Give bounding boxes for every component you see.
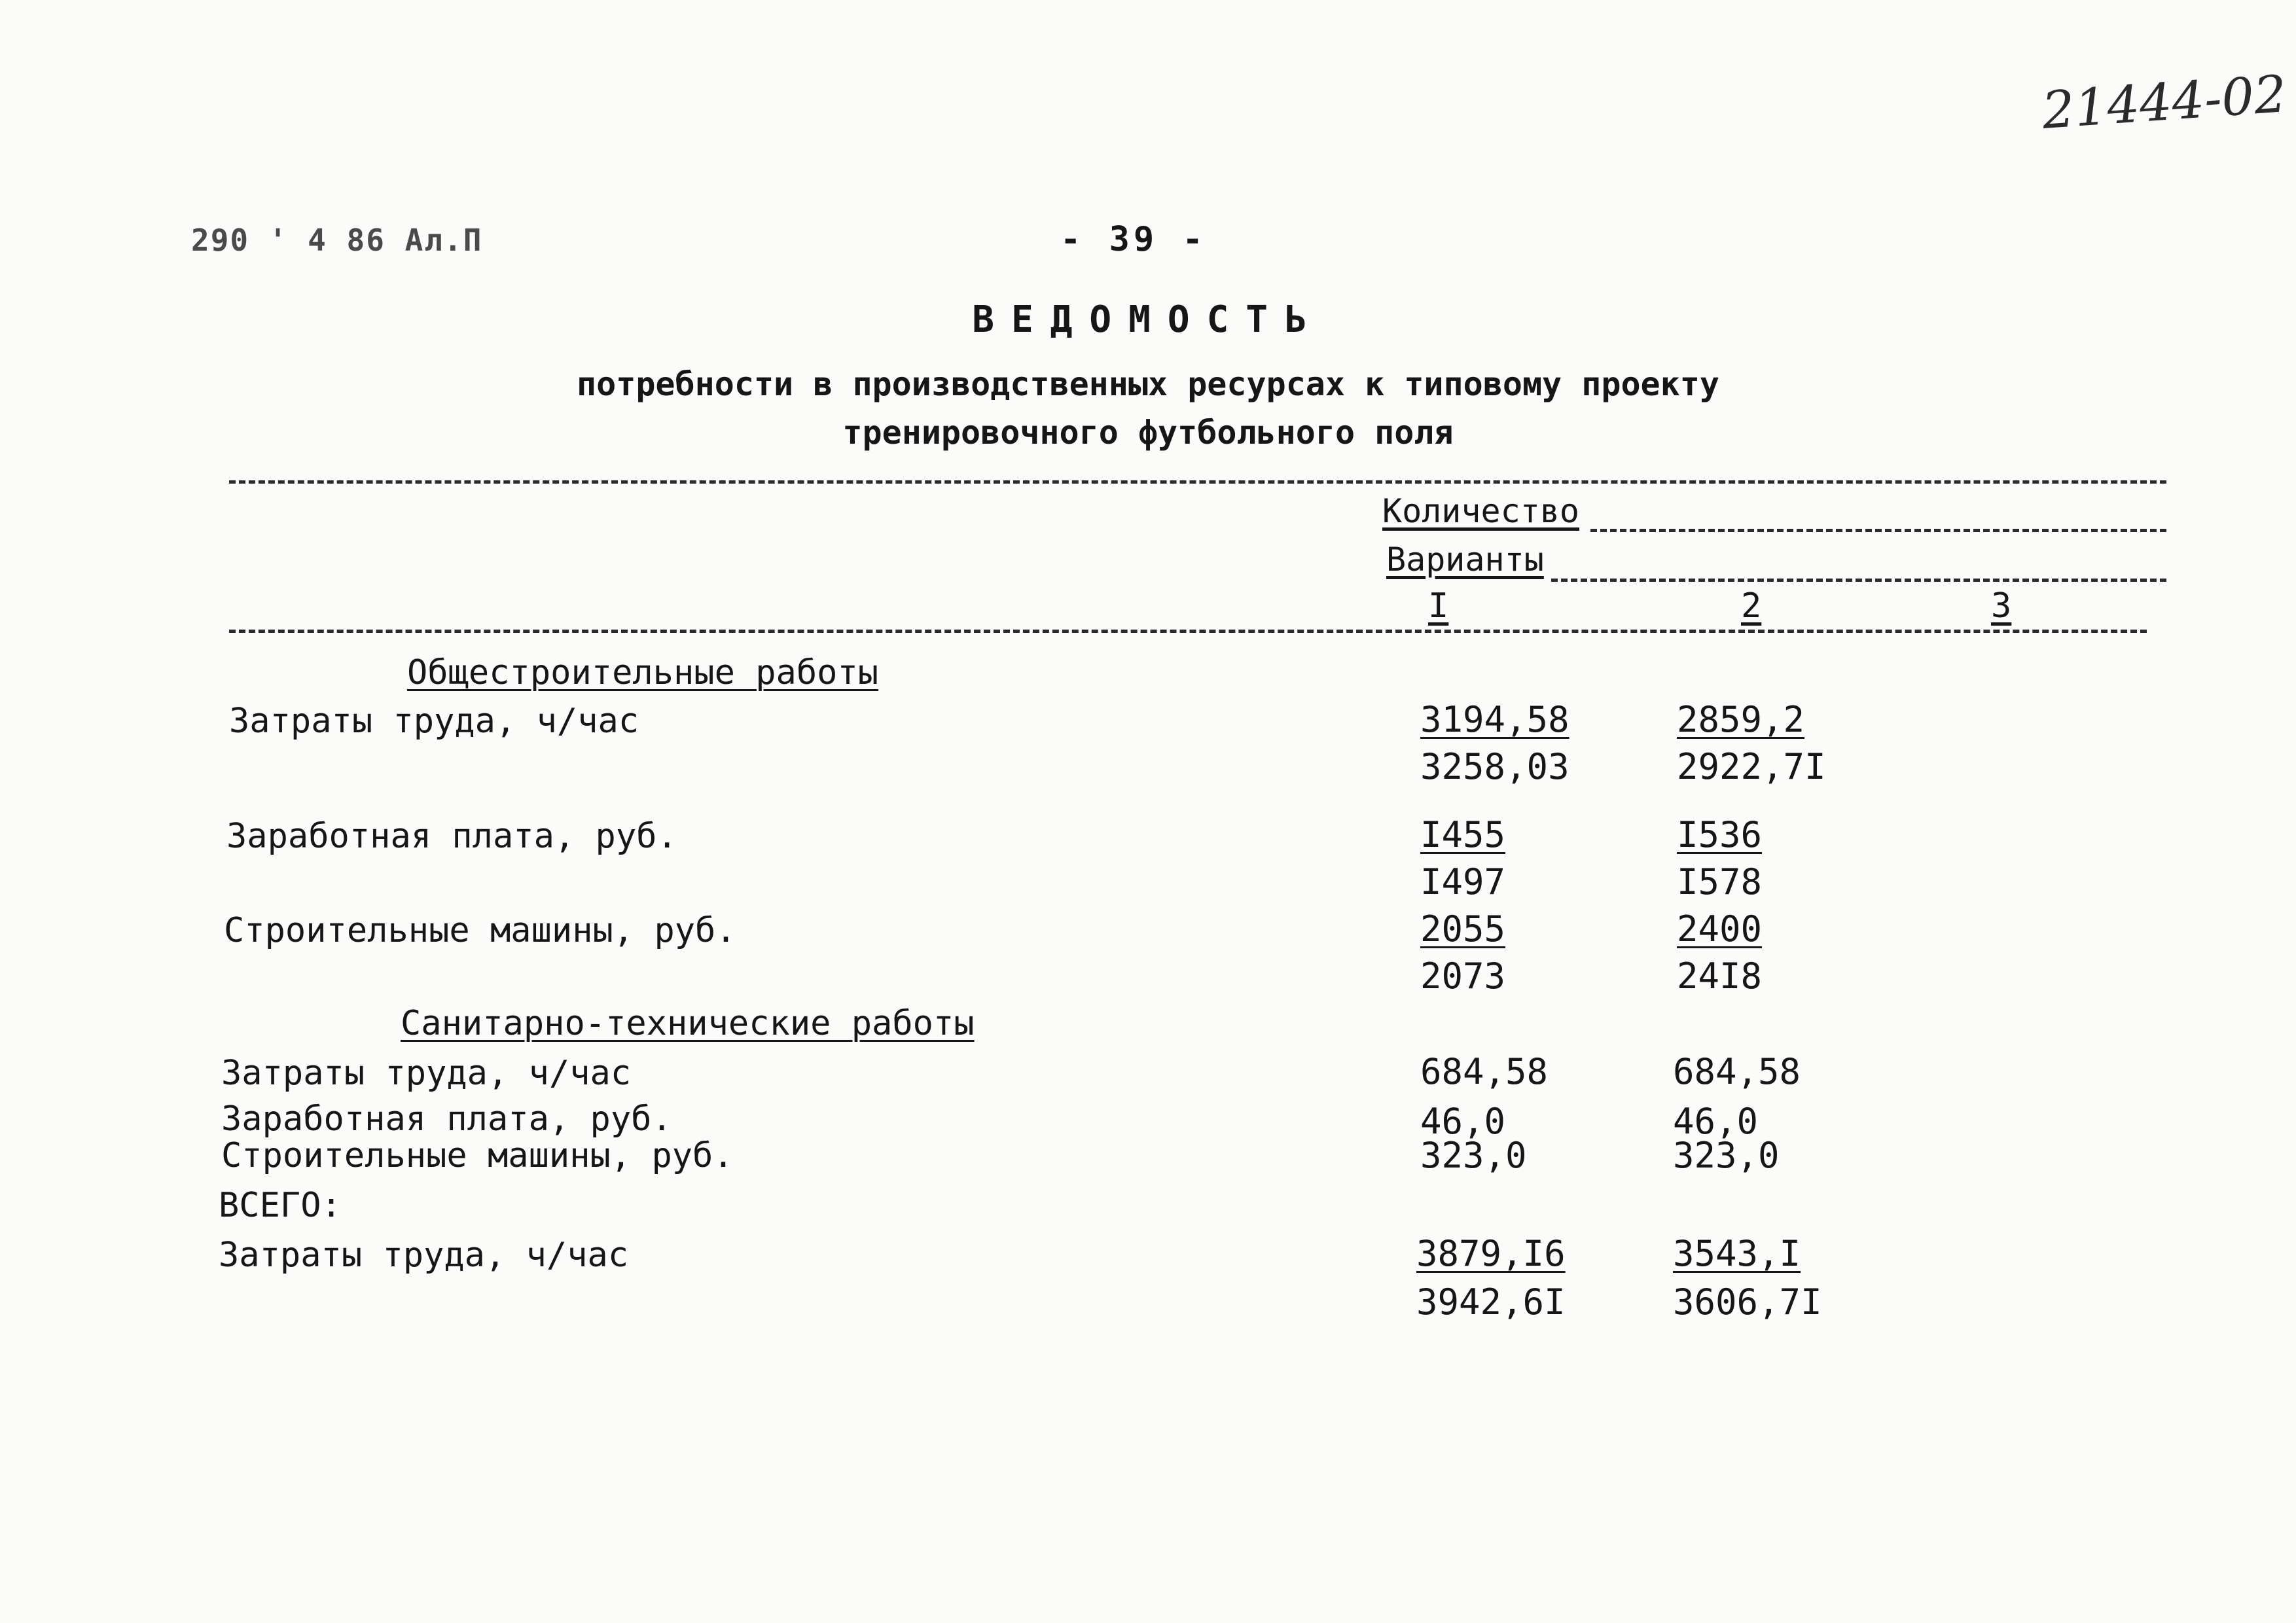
labor-v2-top: 2859,2 <box>1677 699 1805 740</box>
document-code: 290 ' 4 86 Ал.П <box>191 223 483 258</box>
wages-v1-top: I455 <box>1420 814 1506 855</box>
document-title: ВЕДОМОСТЬ <box>972 298 1324 341</box>
sanitary-wages-v2: 46,0 <box>1673 1101 1759 1142</box>
variants-rule <box>1551 579 2166 582</box>
total-labor-label: Затраты труда, ч/час <box>219 1236 629 1275</box>
machines-label: Строительные машины, руб. <box>224 911 736 950</box>
document-subtitle-line1: потребности в производственных ресурсах к типовому проекту <box>577 365 1719 403</box>
wages-v2-top: I536 <box>1677 814 1763 855</box>
labor-v1-top: 3194,58 <box>1420 699 1570 740</box>
sanitary-machines-v2: 323,0 <box>1673 1135 1780 1176</box>
header-bottom-rule <box>229 630 2147 633</box>
variant-3-header: 3 <box>1991 586 2012 626</box>
sanitary-machines-label: Строительные машины, руб. <box>221 1136 734 1175</box>
total-labor-v1-top: 3879,I6 <box>1416 1233 1566 1274</box>
machines-v2-top: 2400 <box>1677 908 1763 950</box>
variant-2-header: 2 <box>1741 586 1762 626</box>
table-top-rule <box>229 480 2166 484</box>
variants-header: Варианты <box>1386 541 1544 579</box>
machines-v1-bottom: 2073 <box>1420 955 1506 997</box>
total-labor-v2-top: 3543,I <box>1673 1233 1801 1274</box>
labor-costs-label: Затраты труда, ч/час <box>229 702 639 741</box>
machines-v2-bottom: 24I8 <box>1677 955 1763 997</box>
sanitary-labor-v2: 684,58 <box>1673 1051 1801 1092</box>
page-number: - 39 - <box>1060 220 1207 259</box>
variant-1-header: I <box>1428 586 1449 626</box>
machines-v1-top: 2055 <box>1420 908 1506 950</box>
section-general-construction: Общестроительные работы <box>407 653 879 692</box>
total-heading: ВСЕГО: <box>219 1186 342 1225</box>
total-labor-v2-bottom: 3606,7I <box>1673 1281 1822 1323</box>
wages-v2-bottom: I578 <box>1677 861 1763 902</box>
section-sanitary-technical: Санитарно-технические работы <box>401 1004 975 1043</box>
quantity-header: Количество <box>1382 492 1580 530</box>
handwritten-archive-number: 21444-02 <box>2040 65 2289 141</box>
sanitary-wages-v1: 46,0 <box>1420 1101 1506 1142</box>
sanitary-labor-label: Затраты труда, ч/час <box>221 1054 632 1093</box>
total-labor-v1-bottom: 3942,6I <box>1416 1281 1566 1323</box>
document-subtitle-line2: тренировочного футбольного поля <box>842 414 1454 452</box>
labor-v1-bottom: 3258,03 <box>1420 746 1570 787</box>
wages-v1-bottom: I497 <box>1420 861 1506 902</box>
labor-v2-bottom: 2922,7I <box>1677 746 1826 787</box>
sanitary-machines-v1: 323,0 <box>1420 1135 1527 1176</box>
sanitary-labor-v1: 684,58 <box>1420 1051 1549 1092</box>
wages-label: Заработная плата, руб. <box>226 817 677 856</box>
quantity-rule <box>1590 529 2166 532</box>
sanitary-wages-label: Заработная плата, руб. <box>221 1099 672 1139</box>
